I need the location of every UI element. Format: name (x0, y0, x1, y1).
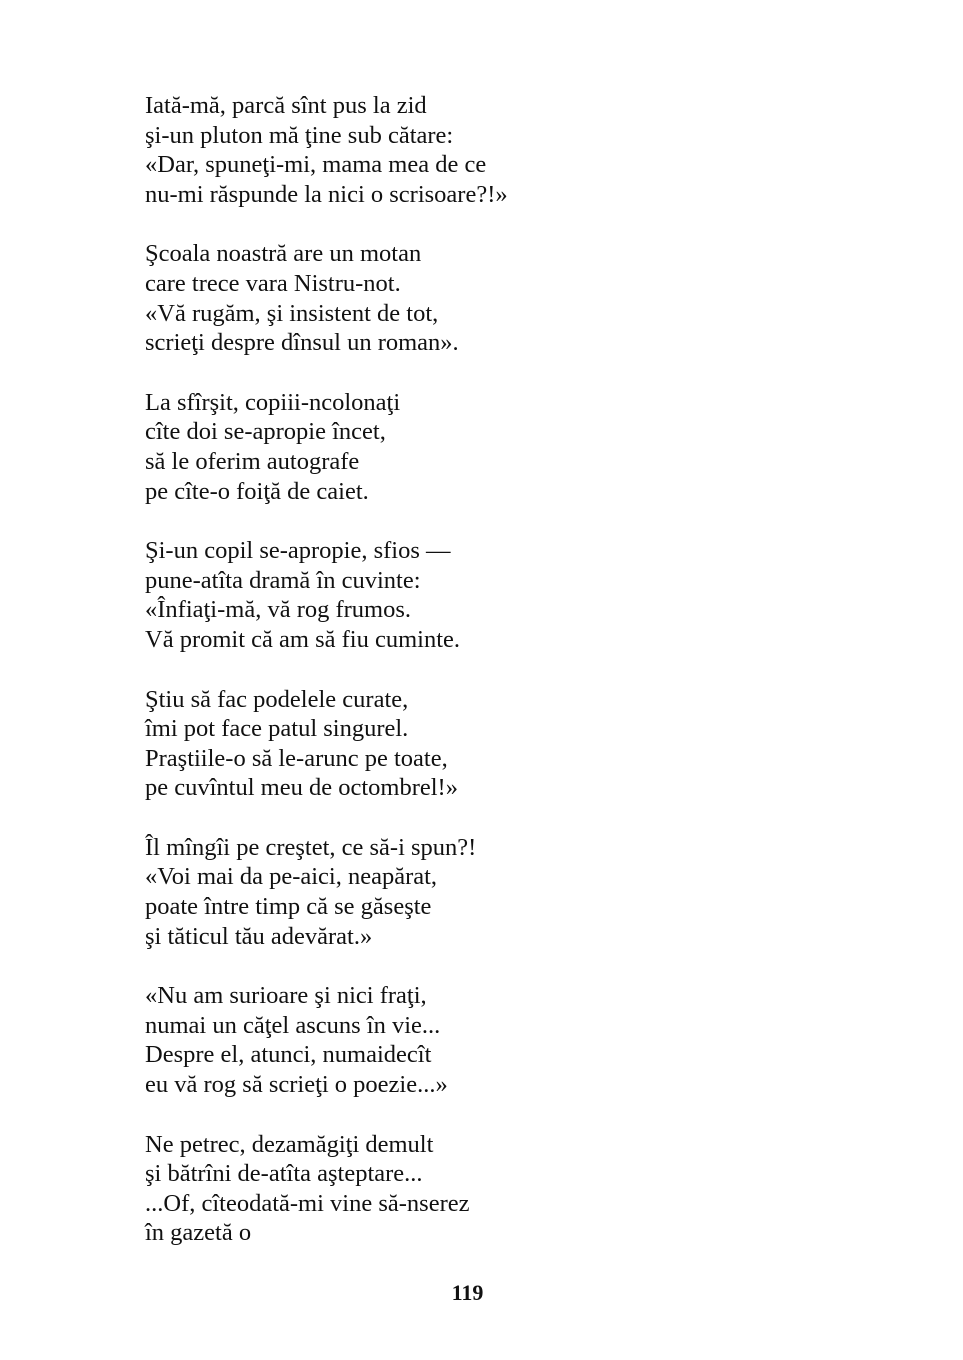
page-number: 119 (451, 1280, 484, 1305)
stanza (145, 833, 845, 951)
poem-line: îmi pot face patul singurel. (145, 715, 409, 743)
stanza (145, 91, 845, 209)
poem-line: «Voi mai da pe-aici, neapărat, (145, 863, 438, 891)
poem-line: cîte doi se-apropie încet, (145, 418, 386, 446)
poem-line: şi tăticul tău adevărat.» (145, 922, 373, 950)
poem-line: pe cîte-o foiţă de caiet. (145, 477, 369, 505)
poem-line: ...Of, cîteodată-mi vine să-nserez (145, 1189, 470, 1217)
poem-line: Despre el, atunci, numaidecît (145, 1041, 432, 1069)
poem-line: Ne petrec, dezamăgiţi demult (145, 1130, 434, 1158)
poem-line: şi-un pluton mă ţine sub cătare: (145, 121, 454, 149)
poem-line: Şi-un copil se-apropie, sfios — (145, 537, 451, 565)
poem-line: Iată-mă, parcă sînt pus la zid (145, 92, 427, 119)
poem-line: Vă promit că am să fiu cuminte. (145, 625, 460, 653)
poem-line: Ştiu să fac podelele curate, (145, 685, 409, 713)
stanza (145, 388, 845, 506)
poem-line: Îl mîngîi pe creştet, ce să-i spun?! (145, 833, 477, 861)
poem-line: numai un căţel ascuns în vie... (145, 1011, 441, 1039)
poem-line: «Dar, spuneţi-mi, mama mea de ce (145, 151, 487, 179)
poem-line: Şcoala noastră are un motan (145, 240, 422, 268)
poem-line: poate între timp că se găseşte (145, 893, 432, 921)
stanza (145, 239, 845, 357)
stanza (145, 981, 845, 1099)
poem-line: «Înfiaţi-mă, vă rog frumos. (145, 596, 412, 624)
poem-line: în gazetă o (145, 1219, 252, 1247)
poem-line: care trece vara Nistru-not. (145, 269, 401, 297)
poem (145, 91, 845, 1278)
poem-line: Praştiile-o să le-arunc pe toate, (145, 744, 448, 772)
stanza (145, 536, 845, 654)
poem-line: pe cuvîntul meu de octombrel!» (145, 774, 458, 802)
poem-line: pune-atîta dramă în cuvinte: (145, 566, 421, 594)
poem-line: «Nu am surioare şi nici fraţi, (145, 982, 427, 1010)
poem-line: scrieţi despre dînsul un roman». (145, 329, 459, 357)
poem-line: eu vă rog să scrieţi o poezie...» (145, 1071, 448, 1099)
poem-line: «Vă rugăm, şi insistent de tot, (145, 299, 439, 327)
poem-line: nu-mi răspunde la nici o scrisoare?!» (145, 180, 508, 208)
poem-line: La sfîrşit, copiii-ncolonaţi (145, 388, 401, 416)
stanza (145, 1130, 845, 1248)
poem-line: să le oferim autografe (145, 447, 360, 475)
poem-line: şi bătrîni de-atîta aşteptare... (145, 1160, 423, 1188)
stanza (145, 685, 845, 803)
